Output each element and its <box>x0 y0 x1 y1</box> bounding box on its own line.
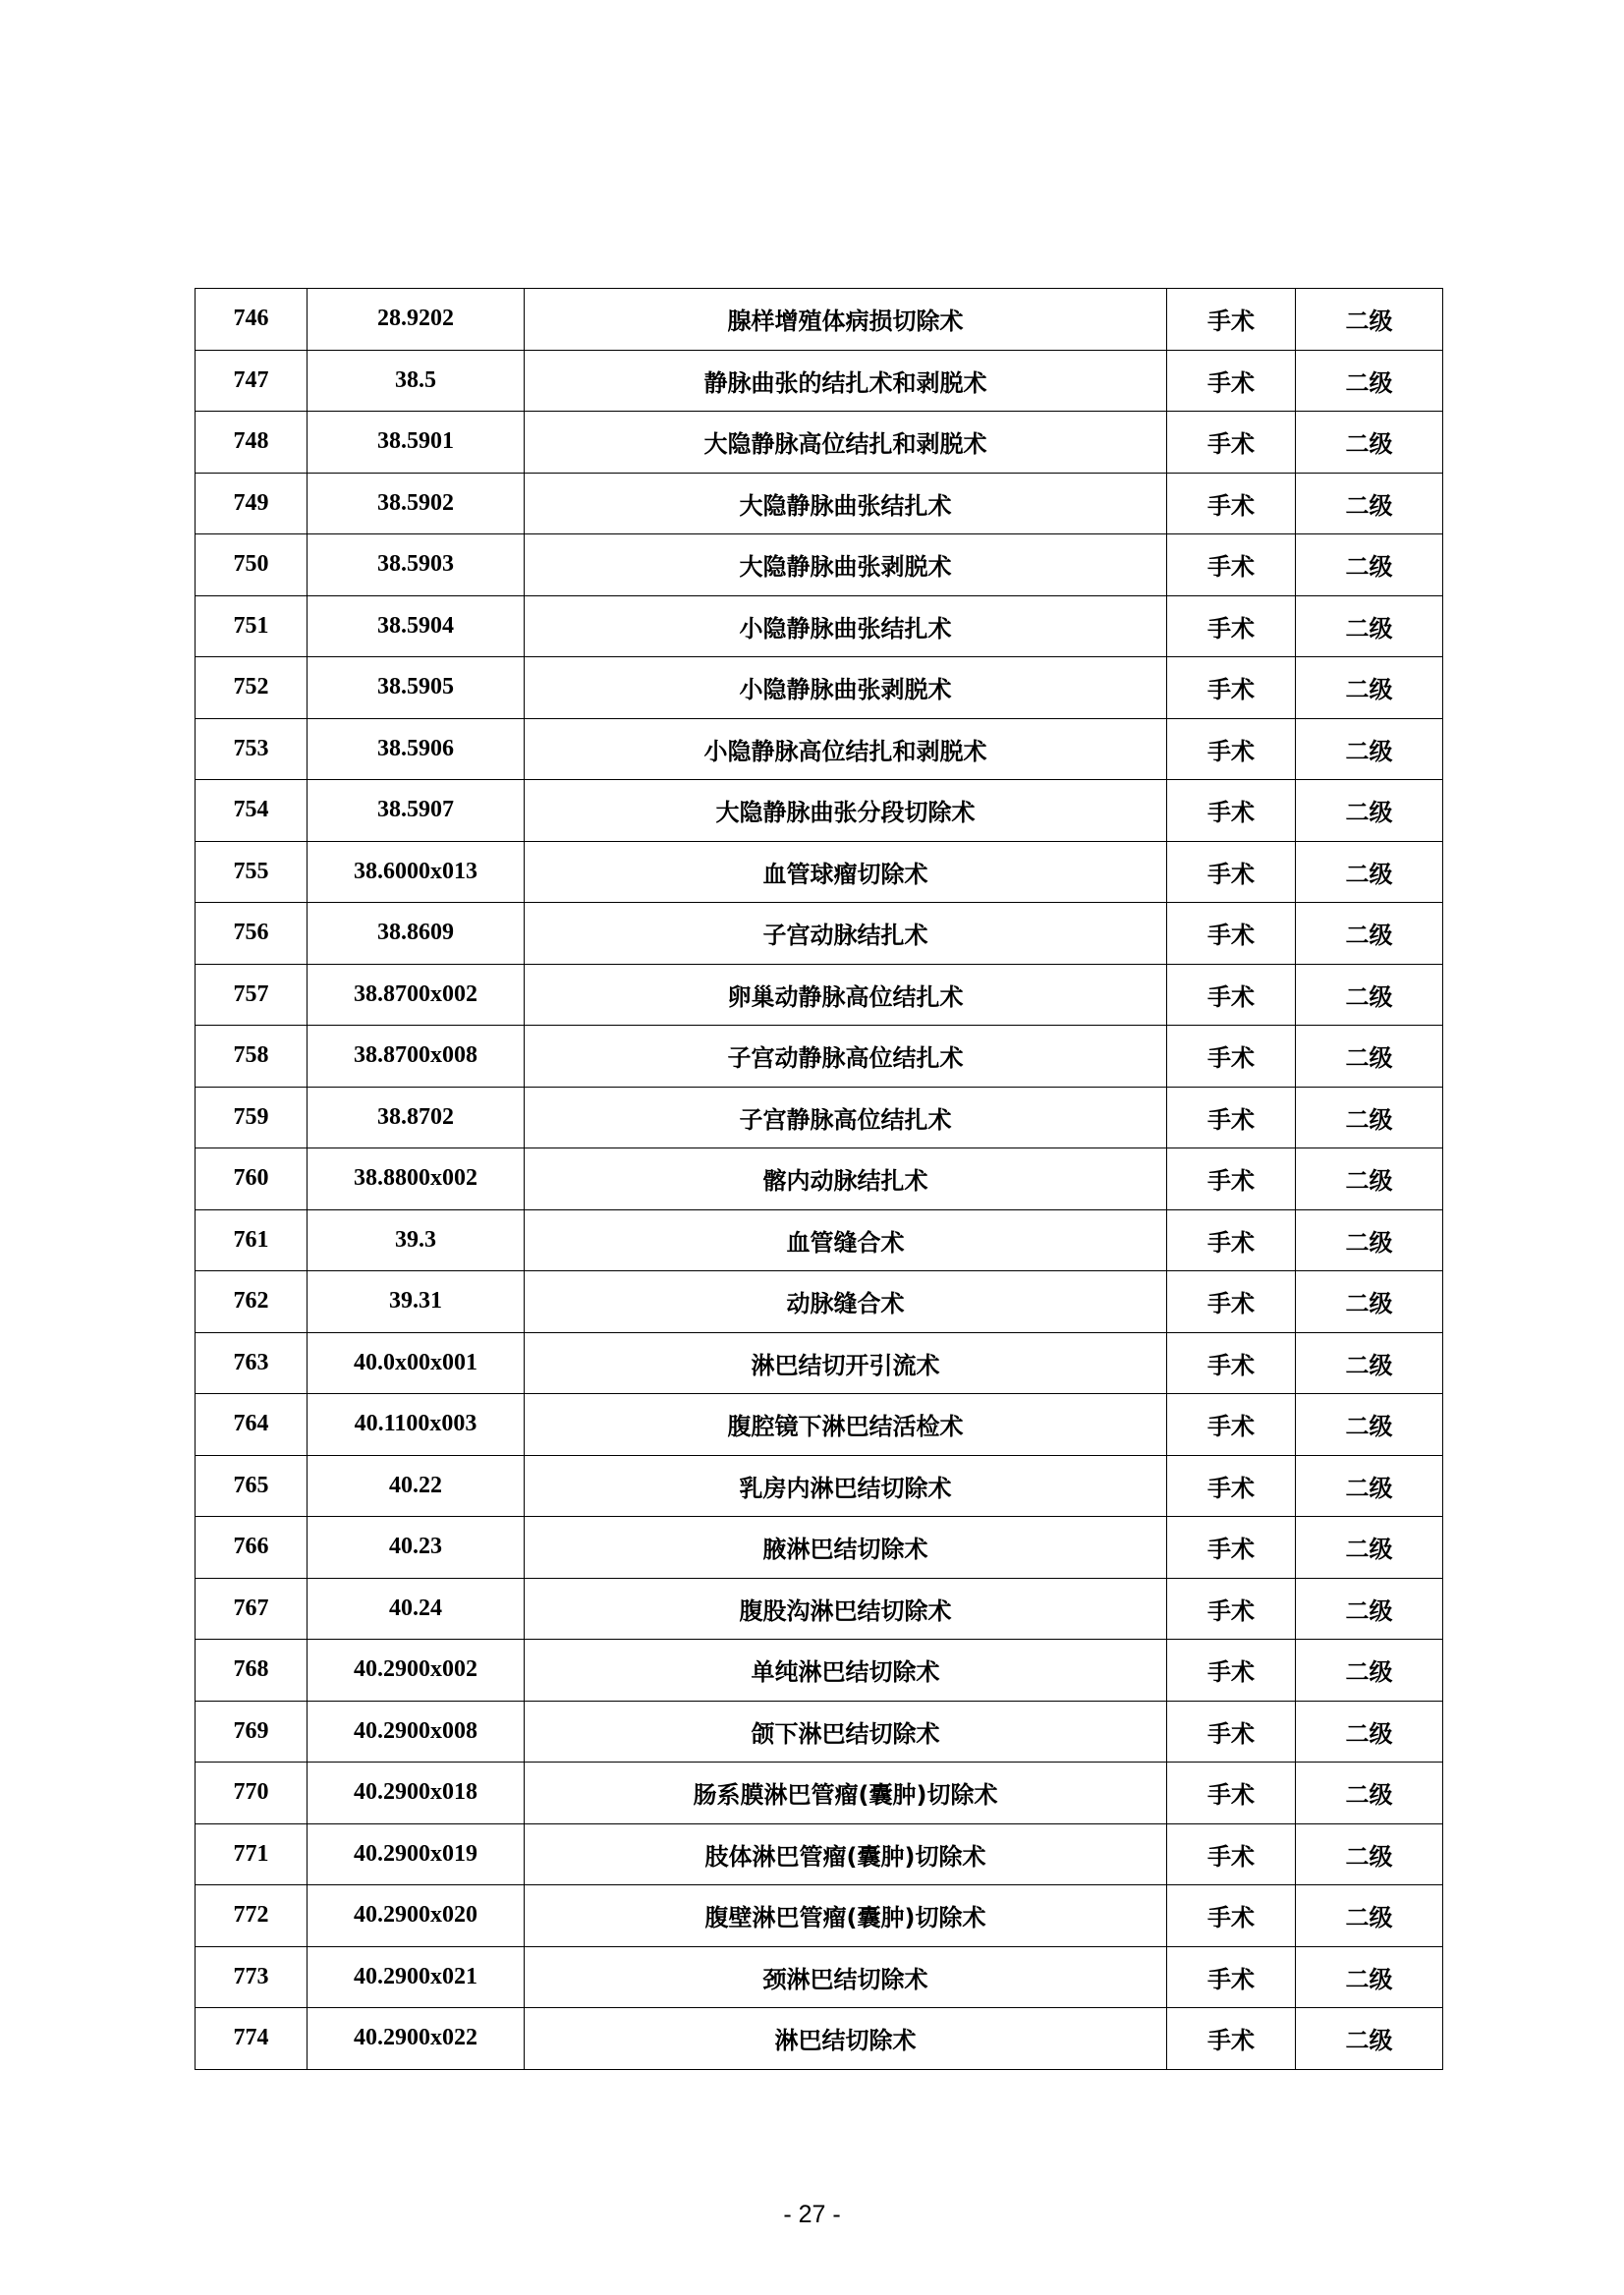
procedure-code-cell: 40.2900x018 <box>308 1763 525 1824</box>
table-row <box>196 1517 1443 1579</box>
procedure-name-cell: 腹壁淋巴管瘤(囊肿)切除术 <box>525 1885 1167 1947</box>
row-number-cell: 766 <box>196 1517 308 1579</box>
procedure-code-cell: 40.2900x021 <box>308 1946 525 2008</box>
procedure-level-cell: 二级 <box>1296 1517 1443 1579</box>
procedure-name-cell: 淋巴结切除术 <box>525 2008 1167 2070</box>
procedure-name-cell: 大隐静脉曲张分段切除术 <box>525 780 1167 842</box>
procedure-level-cell: 二级 <box>1296 841 1443 903</box>
procedure-level-cell: 二级 <box>1296 1209 1443 1271</box>
procedure-type-cell: 手术 <box>1167 1148 1296 1210</box>
table-row <box>196 1394 1443 1456</box>
procedure-code-cell: 38.5902 <box>308 473 525 534</box>
procedure-name-cell: 肢体淋巴管瘤(囊肿)切除术 <box>525 1823 1167 1885</box>
table-row <box>196 473 1443 534</box>
procedure-type-cell: 手术 <box>1167 1394 1296 1456</box>
procedure-type-cell: 手术 <box>1167 289 1296 351</box>
row-number-cell: 760 <box>196 1148 308 1210</box>
procedure-type-cell: 手术 <box>1167 903 1296 965</box>
procedure-type-cell: 手术 <box>1167 473 1296 534</box>
procedure-code-cell: 38.5907 <box>308 780 525 842</box>
row-number-cell: 770 <box>196 1763 308 1824</box>
row-number-cell: 754 <box>196 780 308 842</box>
procedure-level-cell: 二级 <box>1296 718 1443 780</box>
procedure-code-cell: 38.5 <box>308 350 525 412</box>
procedure-type-cell: 手术 <box>1167 1087 1296 1148</box>
procedure-type-cell: 手术 <box>1167 1946 1296 2008</box>
row-number-cell: 758 <box>196 1026 308 1088</box>
row-number-cell: 751 <box>196 595 308 657</box>
procedure-type-cell: 手术 <box>1167 1701 1296 1763</box>
row-number-cell: 772 <box>196 1885 308 1947</box>
procedure-level-cell: 二级 <box>1296 534 1443 596</box>
procedure-code-cell: 40.22 <box>308 1455 525 1517</box>
row-number-cell: 764 <box>196 1394 308 1456</box>
table-row <box>196 780 1443 842</box>
table-row <box>196 412 1443 474</box>
procedure-code-cell: 38.8609 <box>308 903 525 965</box>
procedure-level-cell: 二级 <box>1296 350 1443 412</box>
procedure-type-cell: 手术 <box>1167 1885 1296 1947</box>
procedure-level-cell: 二级 <box>1296 1946 1443 2008</box>
procedure-level-cell: 二级 <box>1296 1578 1443 1640</box>
procedure-type-cell: 手术 <box>1167 534 1296 596</box>
row-number-cell: 757 <box>196 964 308 1026</box>
procedure-name-cell: 淋巴结切开引流术 <box>525 1332 1167 1394</box>
procedure-code-cell: 40.2900x020 <box>308 1885 525 1947</box>
procedure-code-cell: 38.5905 <box>308 657 525 719</box>
procedure-name-cell: 小隐静脉高位结扎和剥脱术 <box>525 718 1167 780</box>
table-row <box>196 1455 1443 1517</box>
table-row <box>196 534 1443 596</box>
procedure-code-cell: 40.2900x019 <box>308 1823 525 1885</box>
procedure-name-cell: 腹腔镜下淋巴结活检术 <box>525 1394 1167 1456</box>
procedure-level-cell: 二级 <box>1296 903 1443 965</box>
row-number-cell: 765 <box>196 1455 308 1517</box>
table-row <box>196 1640 1443 1702</box>
procedure-type-cell: 手术 <box>1167 1271 1296 1333</box>
table-row <box>196 1271 1443 1333</box>
row-number-cell: 769 <box>196 1701 308 1763</box>
procedure-type-cell: 手术 <box>1167 1517 1296 1579</box>
procedure-level-cell: 二级 <box>1296 1394 1443 1456</box>
procedure-code-cell: 40.2900x022 <box>308 2008 525 2070</box>
procedure-name-cell: 腋淋巴结切除术 <box>525 1517 1167 1579</box>
procedure-name-cell: 大隐静脉曲张结扎术 <box>525 473 1167 534</box>
procedure-code-cell: 39.31 <box>308 1271 525 1333</box>
table-row <box>196 1026 1443 1088</box>
procedure-code-cell: 40.0x00x001 <box>308 1332 525 1394</box>
procedure-level-cell: 二级 <box>1296 964 1443 1026</box>
procedure-level-cell: 二级 <box>1296 289 1443 351</box>
procedure-name-cell: 静脉曲张的结扎术和剥脱术 <box>525 350 1167 412</box>
row-number-cell: 763 <box>196 1332 308 1394</box>
procedure-type-cell: 手术 <box>1167 841 1296 903</box>
procedure-type-cell: 手术 <box>1167 1332 1296 1394</box>
row-number-cell: 756 <box>196 903 308 965</box>
row-number-cell: 747 <box>196 350 308 412</box>
procedure-type-cell: 手术 <box>1167 1455 1296 1517</box>
row-number-cell: 761 <box>196 1209 308 1271</box>
procedure-level-cell: 二级 <box>1296 1885 1443 1947</box>
procedure-level-cell: 二级 <box>1296 595 1443 657</box>
procedure-type-cell: 手术 <box>1167 595 1296 657</box>
procedure-code-cell: 40.1100x003 <box>308 1394 525 1456</box>
procedure-level-cell: 二级 <box>1296 780 1443 842</box>
procedure-code-cell: 38.5906 <box>308 718 525 780</box>
procedure-code-cell: 40.2900x002 <box>308 1640 525 1702</box>
procedure-level-cell: 二级 <box>1296 1332 1443 1394</box>
procedure-type-cell: 手术 <box>1167 2008 1296 2070</box>
procedure-type-cell: 手术 <box>1167 1026 1296 1088</box>
procedure-code-cell: 38.8800x002 <box>308 1148 525 1210</box>
row-number-cell: 771 <box>196 1823 308 1885</box>
procedure-level-cell: 二级 <box>1296 1701 1443 1763</box>
procedure-code-cell: 38.8702 <box>308 1087 525 1148</box>
procedure-name-cell: 肠系膜淋巴管瘤(囊肿)切除术 <box>525 1763 1167 1824</box>
procedure-level-cell: 二级 <box>1296 657 1443 719</box>
procedure-code-cell: 38.5903 <box>308 534 525 596</box>
row-number-cell: 762 <box>196 1271 308 1333</box>
table-row <box>196 350 1443 412</box>
procedure-type-cell: 手术 <box>1167 1578 1296 1640</box>
procedure-name-cell: 单纯淋巴结切除术 <box>525 1640 1167 1702</box>
table-row <box>196 1087 1443 1148</box>
procedure-level-cell: 二级 <box>1296 1823 1443 1885</box>
procedure-name-cell: 腹股沟淋巴结切除术 <box>525 1578 1167 1640</box>
procedure-name-cell: 动脉缝合术 <box>525 1271 1167 1333</box>
procedure-level-cell: 二级 <box>1296 473 1443 534</box>
procedure-type-cell: 手术 <box>1167 964 1296 1026</box>
procedure-code-cell: 38.5904 <box>308 595 525 657</box>
row-number-cell: 774 <box>196 2008 308 2070</box>
procedure-name-cell: 颌下淋巴结切除术 <box>525 1701 1167 1763</box>
procedure-level-cell: 二级 <box>1296 412 1443 474</box>
procedure-name-cell: 腺样增殖体病损切除术 <box>525 289 1167 351</box>
procedure-code-cell: 40.2900x008 <box>308 1701 525 1763</box>
table-row <box>196 1885 1443 1947</box>
procedure-type-cell: 手术 <box>1167 657 1296 719</box>
procedure-type-cell: 手术 <box>1167 350 1296 412</box>
row-number-cell: 748 <box>196 412 308 474</box>
table-row <box>196 657 1443 719</box>
procedure-level-cell: 二级 <box>1296 1087 1443 1148</box>
procedure-name-cell: 髂内动脉结扎术 <box>525 1148 1167 1210</box>
procedure-name-cell: 大隐静脉高位结扎和剥脱术 <box>525 412 1167 474</box>
procedure-type-cell: 手术 <box>1167 780 1296 842</box>
procedure-type-cell: 手术 <box>1167 1763 1296 1824</box>
table-row <box>196 1578 1443 1640</box>
table-row <box>196 1823 1443 1885</box>
procedure-code-cell: 38.6000x013 <box>308 841 525 903</box>
row-number-cell: 759 <box>196 1087 308 1148</box>
procedure-level-cell: 二级 <box>1296 1455 1443 1517</box>
table-row <box>196 289 1443 351</box>
row-number-cell: 773 <box>196 1946 308 2008</box>
procedure-code-cell: 40.23 <box>308 1517 525 1579</box>
procedure-code-cell: 38.8700x008 <box>308 1026 525 1088</box>
procedure-name-cell: 小隐静脉曲张剥脱术 <box>525 657 1167 719</box>
table-row <box>196 1148 1443 1210</box>
procedure-name-cell: 血管球瘤切除术 <box>525 841 1167 903</box>
page-number: - 27 - <box>783 2201 841 2228</box>
procedure-table <box>195 288 1443 2070</box>
table-row <box>196 1332 1443 1394</box>
table-row <box>196 1209 1443 1271</box>
procedure-level-cell: 二级 <box>1296 1148 1443 1210</box>
procedure-type-cell: 手术 <box>1167 1209 1296 1271</box>
procedure-code-cell: 38.5901 <box>308 412 525 474</box>
row-number-cell: 753 <box>196 718 308 780</box>
table-body <box>196 289 1443 2070</box>
row-number-cell: 768 <box>196 1640 308 1702</box>
table-row <box>196 1946 1443 2008</box>
procedure-name-cell: 小隐静脉曲张结扎术 <box>525 595 1167 657</box>
procedure-level-cell: 二级 <box>1296 2008 1443 2070</box>
row-number-cell: 750 <box>196 534 308 596</box>
procedure-code-cell: 38.8700x002 <box>308 964 525 1026</box>
procedure-type-cell: 手术 <box>1167 1823 1296 1885</box>
row-number-cell: 752 <box>196 657 308 719</box>
procedure-level-cell: 二级 <box>1296 1640 1443 1702</box>
table-row <box>196 718 1443 780</box>
procedure-name-cell: 大隐静脉曲张剥脱术 <box>525 534 1167 596</box>
procedure-level-cell: 二级 <box>1296 1026 1443 1088</box>
table-row <box>196 595 1443 657</box>
procedure-name-cell: 乳房内淋巴结切除术 <box>525 1455 1167 1517</box>
row-number-cell: 755 <box>196 841 308 903</box>
procedure-code-cell: 39.3 <box>308 1209 525 1271</box>
procedure-level-cell: 二级 <box>1296 1763 1443 1824</box>
table-row <box>196 1763 1443 1824</box>
procedure-type-cell: 手术 <box>1167 412 1296 474</box>
row-number-cell: 767 <box>196 1578 308 1640</box>
procedure-level-cell: 二级 <box>1296 1271 1443 1333</box>
procedure-name-cell: 颈淋巴结切除术 <box>525 1946 1167 2008</box>
table-row <box>196 964 1443 1026</box>
row-number-cell: 749 <box>196 473 308 534</box>
table-row <box>196 1701 1443 1763</box>
table-row <box>196 2008 1443 2070</box>
procedure-type-cell: 手术 <box>1167 1640 1296 1702</box>
procedure-name-cell: 子宫动脉结扎术 <box>525 903 1167 965</box>
procedure-code-cell: 40.24 <box>308 1578 525 1640</box>
procedure-name-cell: 子宫静脉高位结扎术 <box>525 1087 1167 1148</box>
table-row <box>196 903 1443 965</box>
procedure-name-cell: 子宫动静脉高位结扎术 <box>525 1026 1167 1088</box>
row-number-cell: 746 <box>196 289 308 351</box>
procedure-name-cell: 血管缝合术 <box>525 1209 1167 1271</box>
procedure-code-cell: 28.9202 <box>308 289 525 351</box>
table-row <box>196 841 1443 903</box>
procedure-name-cell: 卵巢动静脉高位结扎术 <box>525 964 1167 1026</box>
procedure-type-cell: 手术 <box>1167 718 1296 780</box>
